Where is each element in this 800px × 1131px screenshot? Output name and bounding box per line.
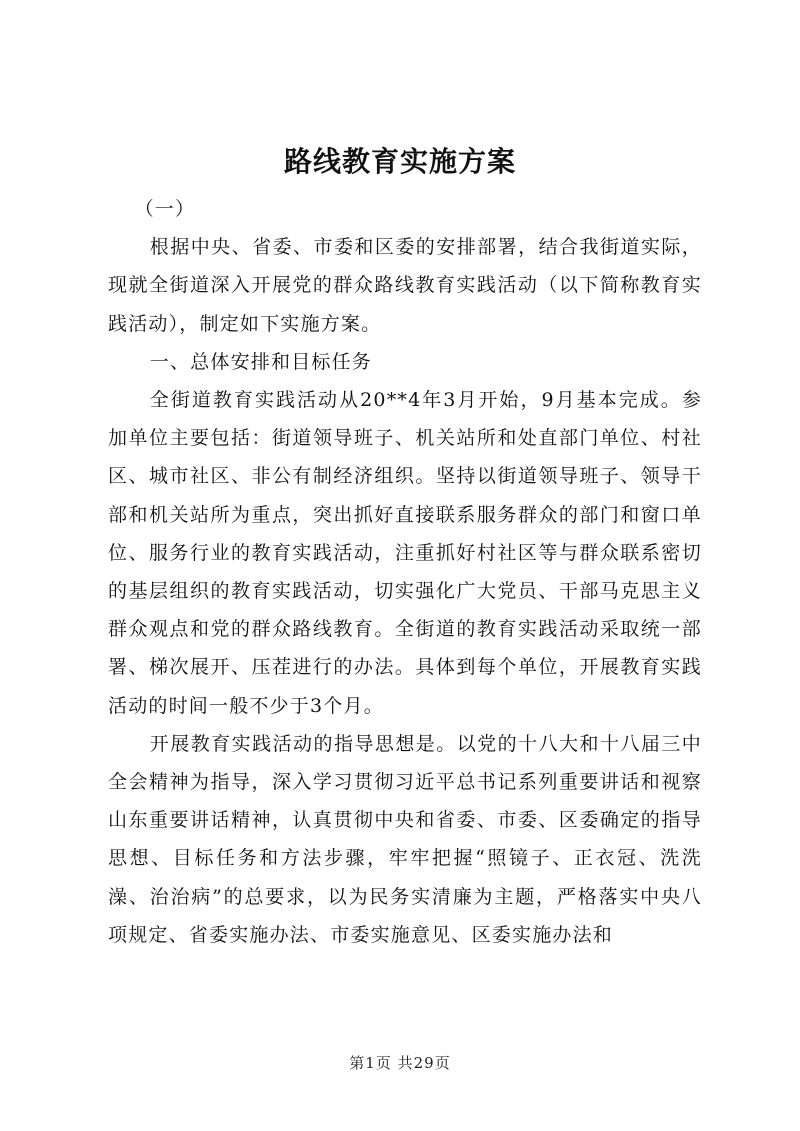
- paragraph-guiding-thought: 开展教育实践活动的指导思想是。以党的十八大和十八届三中全会精神为指导，深入学习贯彻习近平总书记系列重要讲话和视察山东重要讲话精神，认真贯彻中央和省委、市委、区委确定的指导思想、目标任务和方法步骤，牢牢把握“照镜子、正衣冠、洗洗澡、治治病”的总要求，以为民务实清廉为主题，严格落实中央八项规定、省委实施办法、市委实施意见、区委实施办法和: [108, 732, 702, 946]
- document-body: [108, 190, 702, 954]
- section-subtitle: （一）: [134, 198, 196, 220]
- page-number-footer: 第1页 共29页: [349, 1054, 451, 1072]
- paragraph-overall-arrangement: 全街道教育实践活动从20**4年3月开始，9月基本完成。参加单位主要包括：街道领导班子、机关站所和处直部门单位、村社区、城市社区、非公有制经济组织。坚持以街道领导班子、领导干部和机关站所为重点，突出抓好直接联系服务群众的部门和窗口单位、服务行业的教育实践活动，注重抓好村社区等与群众联系密切的基层组织的教育实践活动，切实强化广大党员、干部马克思主义群众观点和党的群众路线教育。全街道的教育实践活动采取统一部署、梯次展开、压茬进行的办法。具体到每个单位，开展教育实践活动的时间一般不少于3个月。: [108, 389, 702, 717]
- paragraph-intro: 根据中央、省委、市委和区委的安排部署，结合我街道实际，现就全街道深入开展党的群众路线教育实践活动（以下简称教育实践活动），制定如下实施方案。: [108, 236, 702, 335]
- document-title: 路线教育实施方案: [283, 145, 516, 178]
- section-heading: 一、总体安排和目标任务: [149, 350, 372, 373]
